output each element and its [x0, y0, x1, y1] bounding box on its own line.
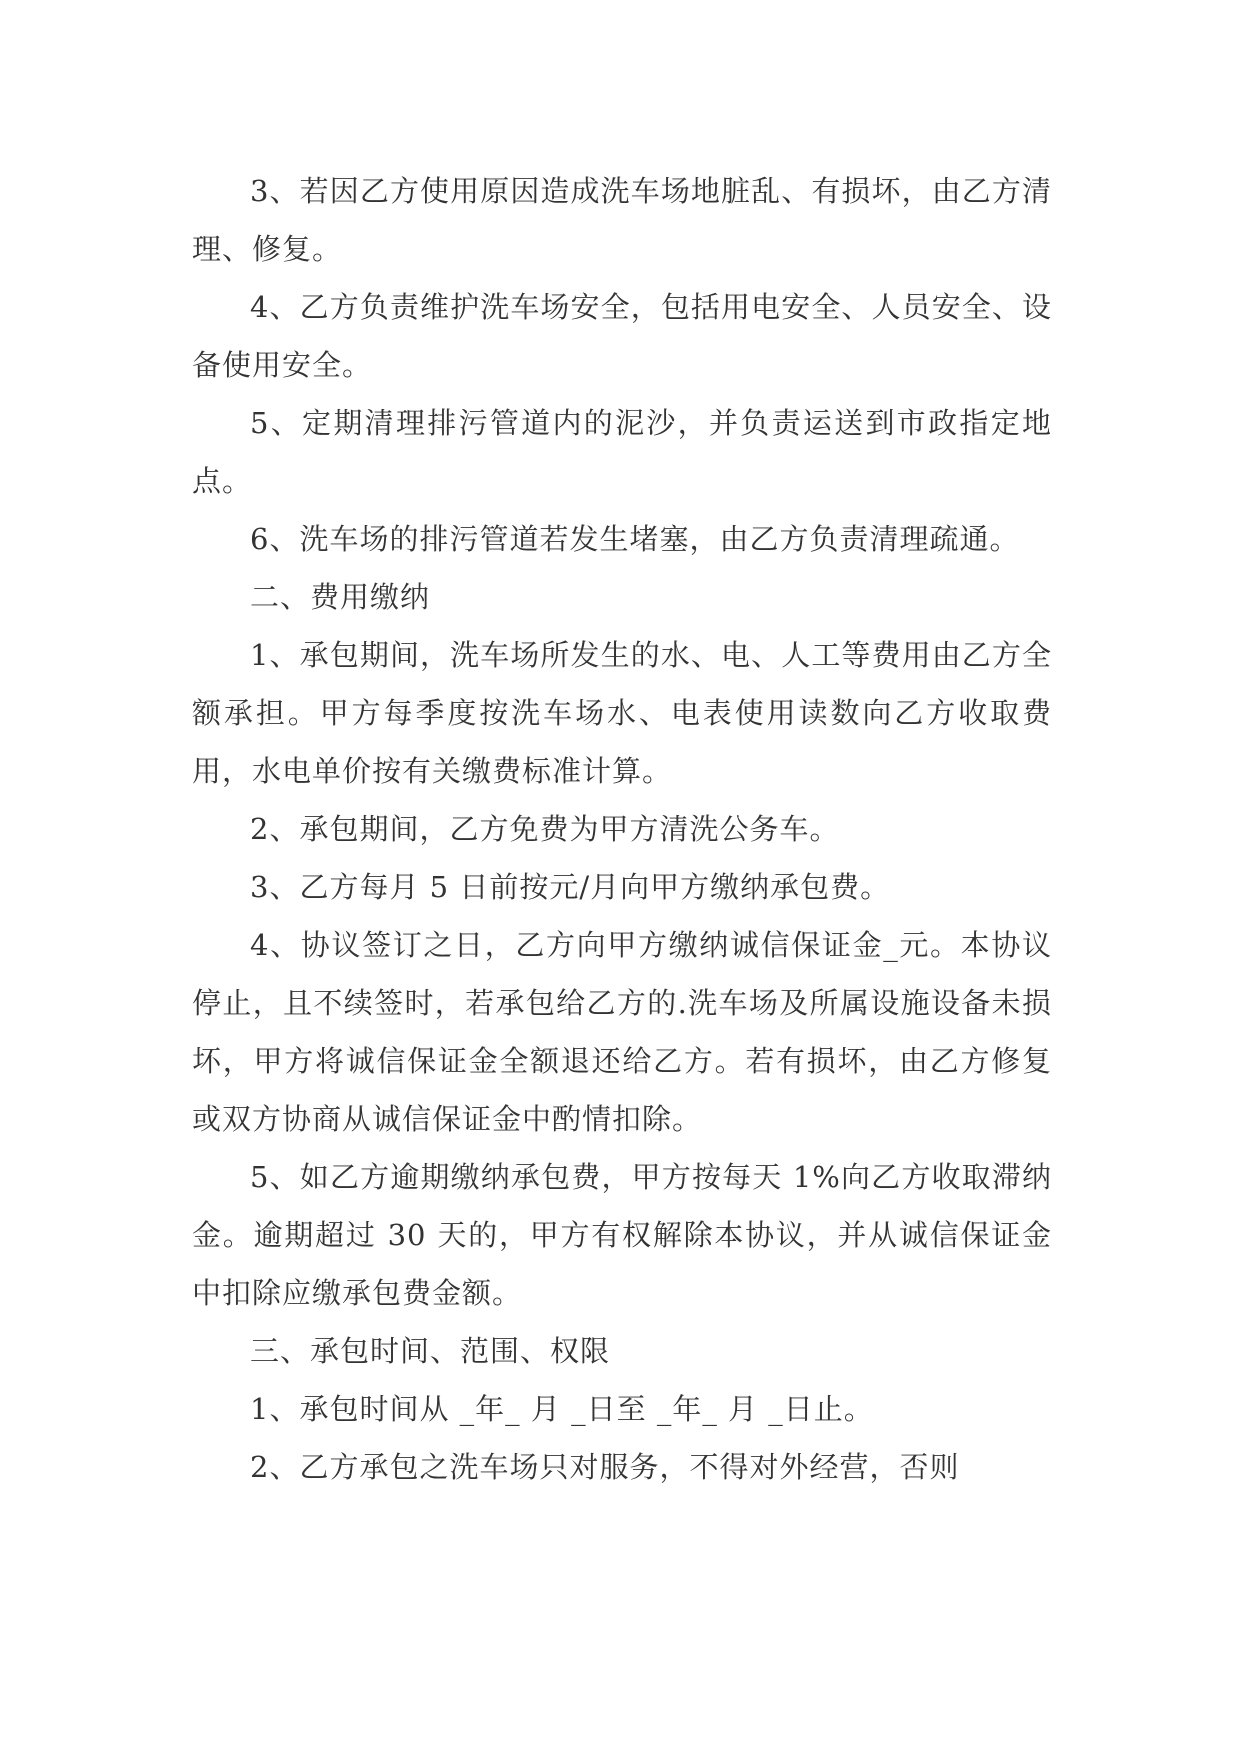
clause-paragraph: 2、乙方承包之洗车场只对服务，不得对外经营，否则: [250, 1450, 960, 1484]
clause-paragraph: 6、洗车场的排污管道若发生堵塞，由乙方负责清理疏通。: [250, 522, 1020, 556]
clause-paragraph: 5、定期清理排污管道内的泥沙，并负责运送到市政指定地点。: [192, 406, 1052, 498]
section-heading: 二、费用缴纳: [250, 580, 431, 614]
clause-paragraph: 1、承包期间，洗车场所发生的水、电、人工等费用由乙方全额承担。甲方每季度按洗车场水、电表使用读数向乙方收取费用，水电单价按有关缴费标准计算。: [192, 638, 1052, 788]
clause-paragraph: 4、协议签订之日，乙方向甲方缴纳诚信保证金_元。本协议停止，且不续签时，若承包给乙方的.洗车场及所属设施设备未损坏，甲方将诚信保证金全额退还给乙方。若有损坏，由乙方修复或双方协商从诚信保证金中酌情扣除。: [192, 928, 1052, 1136]
clause-paragraph: 3、若因乙方使用原因造成洗车场地脏乱、有损坏，由乙方清理、修复。: [192, 174, 1052, 266]
clause-paragraph: 5、如乙方逾期缴纳承包费，甲方按每天 1%向乙方收取滞纳金。逾期超过 30 天的，甲方有权解除本协议，并从诚信保证金中扣除应缴承包费金额。: [192, 1160, 1052, 1310]
clause-paragraph: 2、承包期间，乙方免费为甲方清洗公务车。: [250, 812, 840, 846]
clause-paragraph: 1、承包时间从 _年_ 月 _日至 _年_ 月 _日止。: [250, 1392, 874, 1426]
section-heading: 三、承包时间、范围、权限: [250, 1334, 611, 1368]
clause-paragraph: 3、乙方每月 5 日前按元/月向甲方缴纳承包费。: [250, 870, 891, 904]
clause-paragraph: 4、乙方负责维护洗车场安全，包括用电安全、人员安全、设备使用安全。: [192, 290, 1052, 382]
document-body: [192, 162, 1052, 1496]
